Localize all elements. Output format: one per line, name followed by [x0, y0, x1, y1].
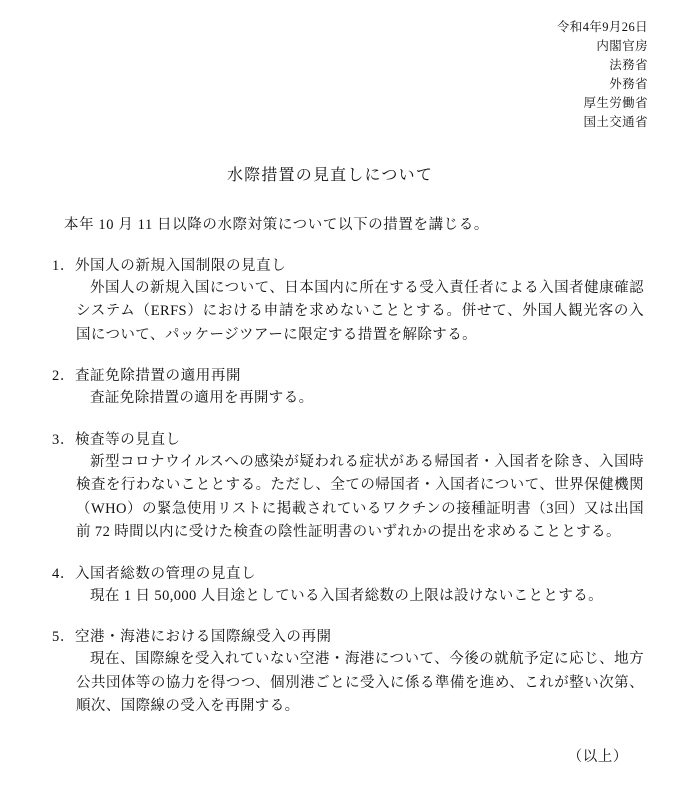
section-1-heading-text: 外国人の新規入国制限の見直し	[74, 258, 287, 274]
section-3-body	[46, 451, 648, 545]
issuer-line-4: 厚生労働省	[583, 96, 648, 110]
section-3	[46, 428, 648, 545]
section-2	[46, 364, 648, 410]
issuer-line-5: 国土交通省	[583, 115, 648, 129]
section-4-number: 4．	[52, 565, 75, 582]
issuer-line-1: 内閣官房	[596, 39, 648, 53]
section-1-body-text: 外国人の新規入国について、日本国内に所在する受入責任者による入国者健康確認システム（ERFS）における申請を求めないこととする。併せて、外国人観光客の入国について、パッケージツアーに限定する措置を解除する。	[76, 280, 644, 343]
section-3-heading	[46, 428, 648, 449]
section-3-heading-text: 検査等の見直し	[74, 431, 181, 448]
issuer-block	[46, 18, 648, 132]
section-1-body	[46, 277, 648, 347]
section-1-heading	[46, 254, 648, 275]
section-4-body-text: 現在 1 日 50,000 人目途としている入国者総数の上限は設けないこととする。	[90, 587, 604, 604]
section-5-body	[46, 648, 648, 718]
section-4-body	[46, 585, 648, 608]
section-5-body-text: 現在、国際線を受入れていない空港・海港について、今後の就航予定に応じ、地方公共団体等の協力を得つつ、個別港ごとに受入に係る準備を進め、これが整い次第、順次、国際線の受入を再開する。	[76, 651, 644, 715]
section-4-heading	[46, 562, 648, 583]
section-1-number: 1．	[52, 258, 75, 274]
section-2-heading-text: 査証免除措置の適用再開	[74, 368, 242, 385]
section-3-body-text: 新型コロナウイルスへの感染が疑われる症状がある帰国者・入国者を除き、入国時検査を行わないこととする。ただし、全ての帰国者・入国者について、世界保健機関（WHO）の緊急使用リストに掲載されているワクチンの接種証明書（3回）又は出国前 72 時間以内に受けた検査の陰性証明書のいずれかの提出を求めることとする。	[76, 453, 644, 541]
section-4-heading-text: 入国者総数の管理の見直し	[74, 565, 257, 582]
section-5-heading-text: 空港・海港における国際線受入の再開	[74, 629, 332, 646]
issue-date: 令和4年9月26日	[556, 20, 648, 34]
lead-paragraph: 本年 10 月 11 日以降の水際対策について以下の措置を講じる。	[64, 217, 489, 233]
section-5	[46, 625, 648, 718]
section-1	[46, 254, 648, 347]
issuer-line-2: 法務省	[609, 58, 648, 72]
section-2-heading	[46, 364, 648, 385]
section-2-body-text: 査証免除措置の適用を再開する。	[90, 390, 314, 407]
closing-mark: （以上）	[567, 748, 628, 765]
page-title: 水際措置の見直しについて	[226, 167, 434, 184]
section-5-number: 5．	[52, 629, 75, 646]
section-5-heading	[46, 625, 648, 646]
section-3-number: 3．	[52, 431, 75, 448]
section-4	[46, 562, 648, 608]
issuer-line-3: 外務省	[609, 77, 648, 91]
section-2-number: 2．	[52, 368, 75, 385]
section-2-body	[46, 387, 648, 410]
